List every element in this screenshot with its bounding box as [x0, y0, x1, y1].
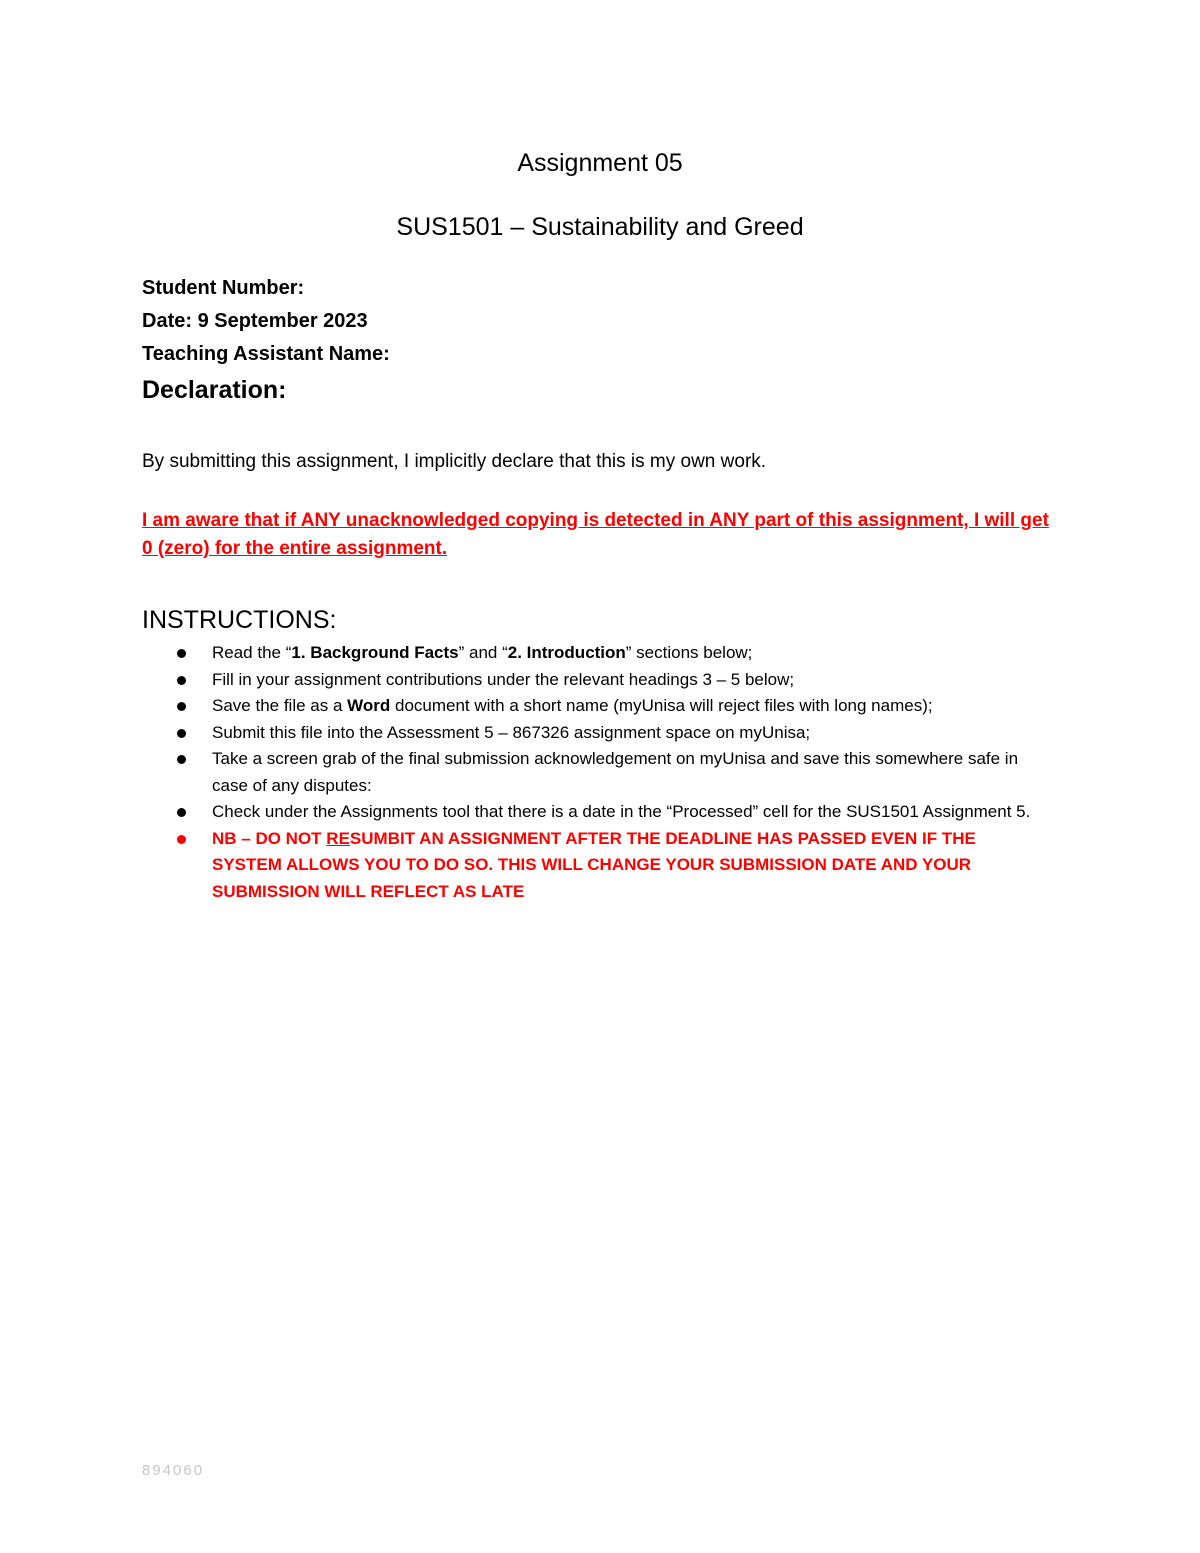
instruction-item-1 [170, 640, 1050, 667]
instruction-1-text-c: ” and “ [458, 643, 508, 662]
instruction-3-text-a: Save the file as a [212, 696, 348, 715]
bullet-icon [177, 755, 186, 764]
instruction-1-text-d: 2. Introduction [507, 643, 626, 662]
document-subtitle: SUS1501 – Sustainability and Greed [396, 213, 804, 241]
instruction-item-2 [170, 667, 1050, 694]
bullet-icon [177, 676, 186, 685]
instruction-1-text-e: ” sections below; [625, 643, 753, 662]
declaration-text: By submitting this assignment, I implicitly declare that this is my own work. [142, 451, 767, 472]
instruction-item-5 [170, 746, 1050, 799]
instruction-1-text-b: 1. Background Facts [291, 643, 459, 662]
declaration-heading: Declaration: [142, 376, 287, 404]
instruction-7-text-c: SUMBIT AN ASSIGNMENT AFTER THE DEADLINE HAS PASSED EVEN IF THE SYSTEM ALLOWS YOU TO DO SO. THIS WILL CHANGE YOUR SUBMISSION DATE AND YOUR SUBMISSION WILL REFLECT AS LATE [212, 828, 976, 901]
teaching-assistant-field: Teaching Assistant Name: [142, 343, 390, 365]
instruction-item-4 [170, 720, 1050, 747]
instruction-item-6 [170, 799, 1050, 826]
instruction-item-7 [170, 826, 1050, 906]
document-title: Assignment 05 [517, 149, 683, 177]
instruction-6-text: Check under the Assignments tool that there is a date in the “Processed” cell for the SUS1501 Assignment 5. [212, 802, 1031, 821]
instruction-7-text-a: NB – DO NOT [212, 828, 327, 848]
bullet-icon [177, 729, 186, 738]
instruction-1-text-a: Read the “ [212, 643, 292, 662]
instructions-heading: INSTRUCTIONS: [142, 606, 337, 634]
instruction-2-text: Fill in your assignment contributions under the relevant headings 3 – 5 below; [212, 669, 795, 689]
instruction-3-text-b: Word [347, 696, 391, 715]
bullet-icon [177, 835, 186, 844]
instructions-list [170, 640, 1050, 905]
declaration-warning: I am aware that if ANY unacknowledged copying is detected in ANY part of this assignment, I will get 0 (zero) for the entire assignment. [142, 510, 1049, 559]
bullet-icon [177, 702, 186, 711]
instruction-item-3 [170, 693, 1050, 720]
bullet-icon [177, 808, 186, 817]
instruction-5-text: Take a screen grab of the final submission acknowledgement on myUnisa and save this somewhere safe in case of any disputes: [212, 749, 1019, 795]
instruction-4-text: Submit this file into the Assessment 5 – 867326 assignment space on myUnisa; [212, 722, 811, 742]
instruction-7-text-b: RE [326, 828, 350, 848]
date-field: Date: 9 September 2023 [142, 310, 368, 332]
footer-document-id: 894060 [142, 1462, 205, 1479]
bullet-icon [177, 649, 186, 658]
student-number-field: Student Number: [142, 277, 305, 299]
instruction-3-text-c: document with a short name (myUnisa will reject files with long names); [390, 696, 933, 715]
